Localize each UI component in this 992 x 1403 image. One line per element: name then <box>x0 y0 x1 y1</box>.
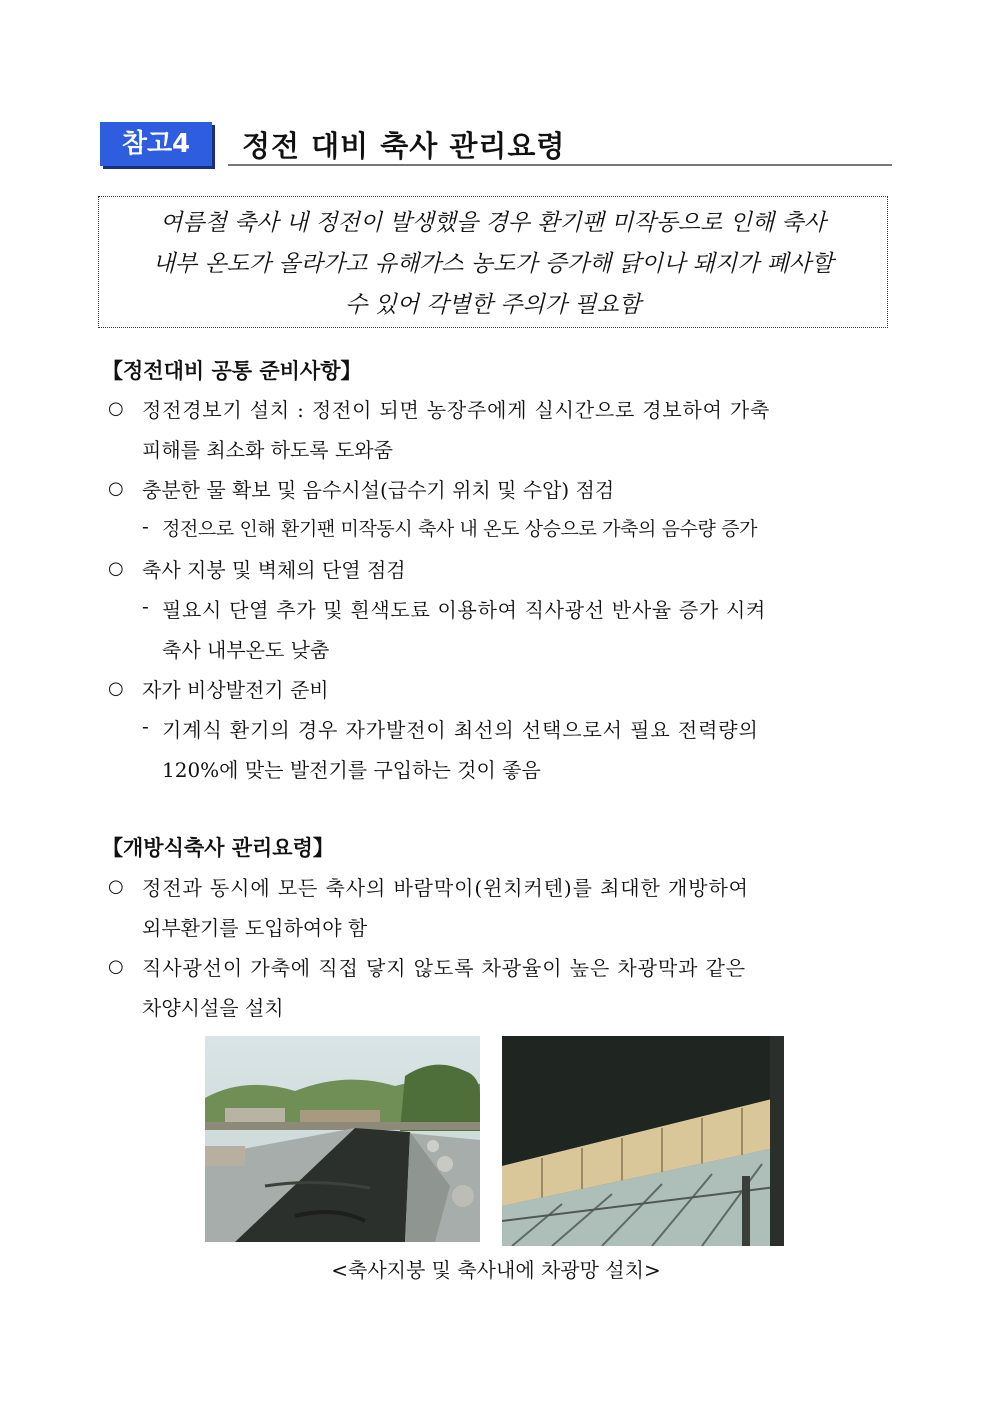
summary-line: 내부 온도가 올라가고 유해가스 농도가 증가해 닭이나 돼지가 폐사할 <box>152 251 834 277</box>
page-title: 정전 대비 축사 관리요령 <box>242 129 566 163</box>
sub-item: 필요시 단열 추가 및 흰색도료 이용하여 직사광선 반사율 증가 시켜 <box>162 598 767 622</box>
figure-caption: <축사지붕 및 축사내에 차광망 설치> <box>331 1258 661 1282</box>
interior-shade-net-photo <box>502 1036 784 1246</box>
list-item-continued: 차양시설을 설치 <box>142 996 284 1020</box>
sub-item: 정전으로 인해 환기팬 미작동시 축사 내 온도 상승으로 가축의 음수량 증가 <box>162 518 758 540</box>
list-item-continued: 외부환기를 도입하여야 함 <box>142 916 368 940</box>
bullet-icon: ○ <box>108 558 124 579</box>
dash-icon: - <box>142 594 149 618</box>
sub-item-continued: 120%에 맞는 발전기를 구입하는 것이 좋음 <box>162 758 541 782</box>
summary-line: 수 있어 각별한 주의가 필요함 <box>345 292 641 318</box>
bullet-icon: ○ <box>108 956 124 977</box>
roof-shade-net-photo <box>205 1036 480 1242</box>
section-header <box>100 122 892 166</box>
sub-item: 기계식 환기의 경우 자가발전이 최선의 선택으로서 필요 전력량의 <box>162 718 759 742</box>
list-item: 정전과 동시에 모든 축사의 바람막이(윈치커텐)를 최대한 개방하여 <box>142 876 749 900</box>
title-underline <box>228 164 892 166</box>
section-heading-common-prep: 【정전대비 공통 준비사항】 <box>102 359 362 383</box>
sub-item-continued: 축사 내부온도 낮춤 <box>162 638 330 662</box>
summary-box <box>98 196 888 328</box>
list-item: 정전경보기 설치 : 정전이 되면 농장주에게 실시간으로 경보하여 가축 <box>142 398 771 422</box>
bullet-icon: ○ <box>108 478 124 499</box>
reference-badge: 참고4 <box>100 122 212 166</box>
list-item-continued: 피해를 최소화 하도록 도와줌 <box>142 438 393 462</box>
bullet-icon: ○ <box>108 876 124 897</box>
dash-icon: - <box>142 514 149 538</box>
section-heading-open-barn: 【개방식축사 관리요령】 <box>102 836 334 860</box>
list-item: 충분한 물 확보 및 음수시설(급수기 위치 및 수압) 점검 <box>142 478 615 502</box>
bullet-icon: ○ <box>108 398 124 419</box>
summary-line: 여름철 축사 내 정전이 발생했을 경우 환기팬 미작동으로 인해 축사 <box>160 210 826 236</box>
list-item: 축사 지붕 및 벽체의 단열 점검 <box>142 558 406 582</box>
list-item: 직사광선이 가축에 직접 닿지 않도록 차광율이 높은 차광막과 같은 <box>142 956 746 980</box>
bullet-icon: ○ <box>108 678 124 699</box>
list-item: 자가 비상발전기 준비 <box>142 678 329 702</box>
dash-icon: - <box>142 714 149 738</box>
